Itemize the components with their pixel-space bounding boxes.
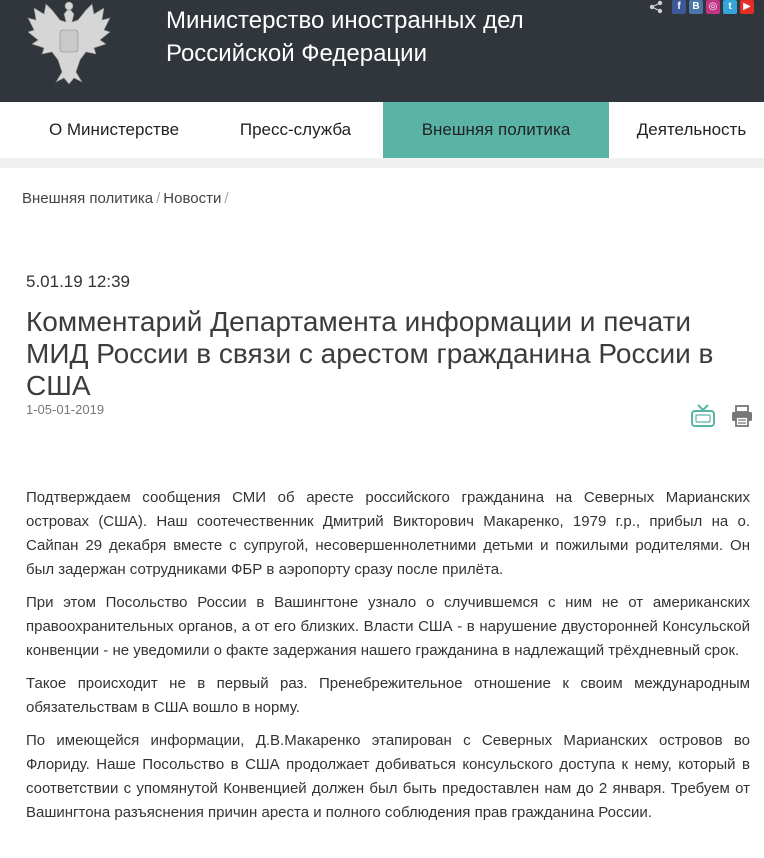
article-datetime: 5.01.19 12:39 bbox=[26, 272, 130, 291]
article-paragraph: Подтверждаем сообщения СМИ об аресте российского гражданина на Северных Марианских островах (США). Наш соотечественник Дмитрий Викторович Макаренко, 1979 г.р., прибыл на о. Сайпан 29 декабря вместе с супругой, несовершеннолетними детьми и пожилыми родителями. Он был задержан сотрудниками ФБР в аэропорту сразу после прилёта. bbox=[26, 489, 750, 578]
article-paragraph: При этом Посольство России в Вашингтоне узнало о случившемся с ним не от американских правоохранительных органов, а от его близких. Власти США - в нарушение двусторонней Консульской конвенции - не уведомили о факте задержания нашего гражданина в надлежащий трёхдневный срок. bbox=[26, 594, 750, 659]
youtube-icon[interactable]: ▶ bbox=[740, 0, 754, 14]
article-paragraph: По имеющейся информации, Д.В.Макаренко этапирован с Северных Марианских островов во Флориду. Наше Посольство в США продолжает добиваться консульского доступа к нему, который в соответствии с упомянутой Конвенцией должен был быть предоставлен нам до 2 января. Требуем от Вашингтона разъяснения причин ареста и полного соблюдения прав гражданина России. bbox=[26, 732, 750, 821]
breadcrumb-separator: / bbox=[156, 190, 161, 207]
nav-item-foreign-policy[interactable]: Внешняя политика bbox=[383, 102, 609, 158]
share-icon[interactable] bbox=[647, 0, 665, 14]
vkontakte-icon[interactable]: B bbox=[689, 0, 703, 14]
site-title-line-2: Российской Федерации bbox=[166, 40, 427, 67]
site-title[interactable] bbox=[166, 4, 524, 70]
tv-icon[interactable] bbox=[690, 404, 716, 428]
print-icon[interactable] bbox=[730, 404, 754, 428]
facebook-icon[interactable]: f bbox=[672, 0, 686, 14]
breadcrumb-news[interactable]: Новости bbox=[163, 190, 222, 207]
article-tools bbox=[690, 404, 754, 428]
document-number: 1-05-01-2019 bbox=[26, 402, 105, 417]
main-nav bbox=[0, 102, 764, 159]
article-title: Комментарий Департамента информации и печати МИД России в связи с арестом гражданина России в США bbox=[26, 306, 714, 401]
breadcrumb bbox=[22, 190, 232, 207]
social-links bbox=[647, 0, 754, 14]
article-body bbox=[26, 486, 750, 834]
nav-divider bbox=[0, 158, 764, 168]
breadcrumb-foreign-policy[interactable]: Внешняя политика bbox=[22, 190, 154, 207]
site-title-line-1: Министерство иностранных дел bbox=[166, 7, 524, 34]
nav-item-ministry[interactable]: О Министерстве bbox=[48, 120, 180, 139]
tumblr-icon[interactable]: t bbox=[723, 0, 737, 14]
site-header bbox=[0, 0, 764, 102]
breadcrumb-separator: / bbox=[224, 190, 229, 207]
instagram-icon[interactable]: ◎ bbox=[706, 0, 720, 14]
nav-item-activity[interactable]: Деятельность bbox=[636, 120, 747, 139]
coat-of-arms-logo[interactable] bbox=[22, 0, 116, 86]
article-paragraph: Такое происходит не в первый раз. Пренебрежительное отношение к своим международным обязательствам в США вошло в норму. bbox=[26, 675, 750, 716]
nav-item-press[interactable]: Пресс-служба bbox=[239, 120, 352, 139]
